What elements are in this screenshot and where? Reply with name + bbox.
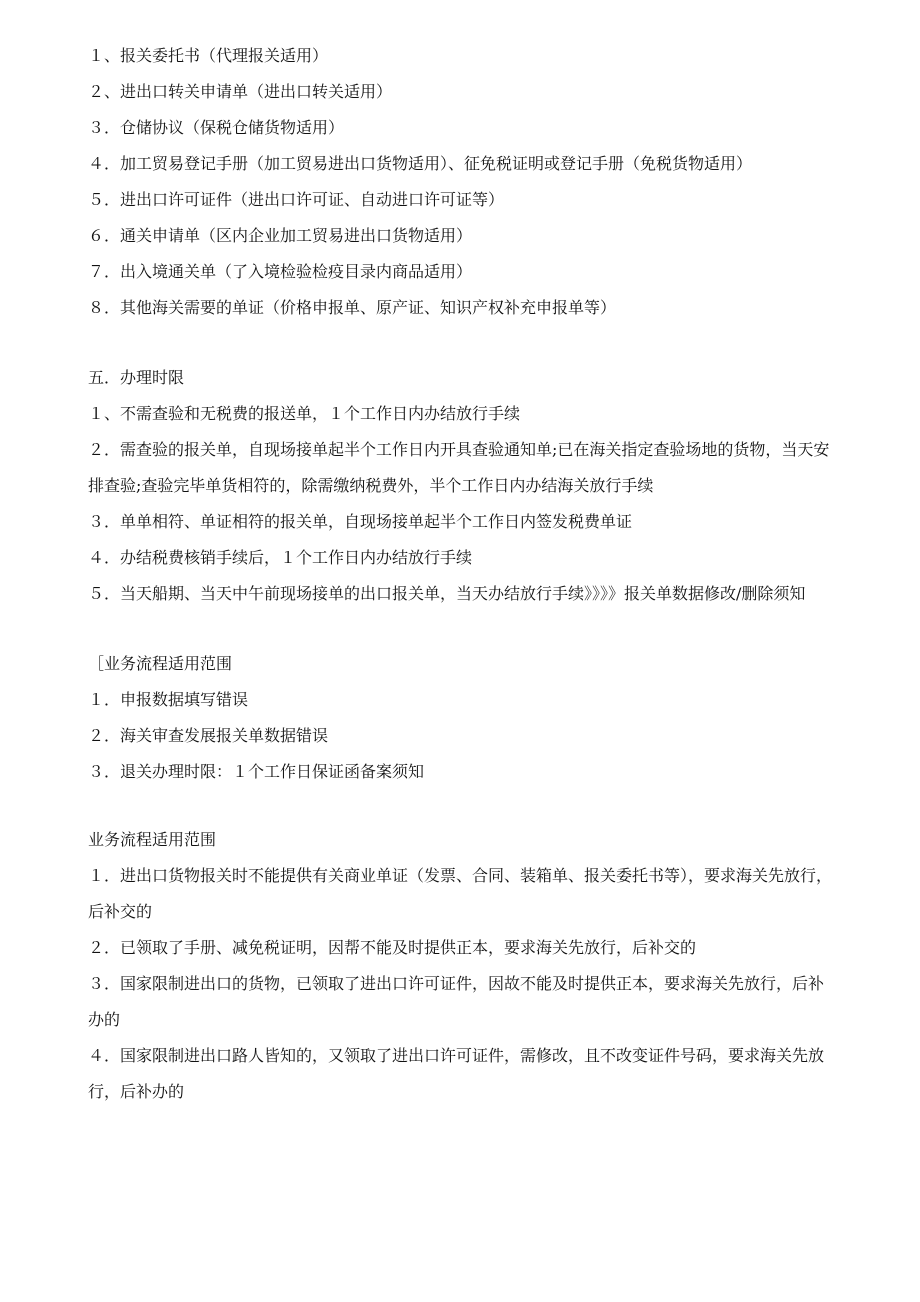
list-item: １．申报数据填写错误 (88, 690, 249, 709)
list-item: ２．需查验的报关单，自现场接单起半个工作日内开具查验通知单;已在海关指定查验场地的货物，当天安排查验;查验完毕单货相符的，除需缴纳税费外，半个工作日内办结海关放行手续 (88, 440, 830, 495)
list-item: ３．国家限制进出口的货物，已领取了进出口许可证件，因故不能及时提供正本，要求海关先放行，后补办的 (88, 974, 825, 1029)
list-item: ５．当天船期、当天中午前现场接单的出口报关单，当天办结放行手续》》》》报关单数据修改/删除须知 (88, 584, 806, 603)
document-page (88, 38, 836, 1110)
section-spacer (88, 326, 836, 360)
list-item: ２．海关审查发展报关单数据错误 (88, 726, 329, 745)
list-item: ３．仓储协议（保税仓储货物适用） (88, 118, 345, 137)
list-item: ４．加工贸易登记手册（加工贸易进出口货物适用）、征免税证明或登记手册（免税货物适用） (88, 154, 753, 173)
list-item: ４．国家限制进出口路人皆知的，又领取了进出口许可证件，需修改，且不改变证件号码，要求海关先放行，后补办的 (88, 1046, 825, 1101)
list-item: ３．单单相符、单证相符的报关单，自现场接单起半个工作日内签发税费单证 (88, 512, 633, 531)
list-item: １．进出口货物报关时不能提供有关商业单证（发票、合同、装箱单、报关委托书等），要求海关先放行，后补交的 (88, 866, 833, 921)
list-item: ７．出入境通关单（了入境检验检疫目录内商品适用） (88, 262, 473, 281)
list-item: ５．进出口许可证件（进出口许可证、自动进口许可证等） (88, 190, 505, 209)
guarantee-scope-section (88, 822, 836, 1110)
list-item: ２．已领取了手册、减免税证明，因帮不能及时提供正本，要求海关先放行，后补交的 (88, 938, 697, 957)
section-heading: 业务流程适用范围 (88, 830, 217, 849)
section-heading: ［业务流程适用范围 (88, 654, 233, 673)
time-limit-section (88, 360, 836, 612)
section-spacer (88, 790, 836, 822)
list-item: １、报关委托书（代理报关适用） (88, 46, 329, 65)
document-list-section (88, 38, 836, 326)
list-item: ６．通关申请单（区内企业加工贸易进出口货物适用） (88, 226, 473, 245)
list-item: １、不需查验和无税费的报送单，１个工作日内办结放行手续 (88, 404, 521, 423)
section-spacer (88, 612, 836, 646)
list-item: ４．办结税费核销手续后，１个工作日内办结放行手续 (88, 548, 473, 567)
list-item: ３．退关办理时限：１个工作日保证函备案须知 (88, 762, 425, 781)
list-item: ２、进出口转关申请单（进出口转关适用） (88, 82, 393, 101)
modification-scope-section (88, 646, 836, 790)
list-item: ８．其他海关需要的单证（价格申报单、原产证、知识产权补充申报单等） (88, 298, 617, 317)
section-heading: 五．办理时限 (88, 368, 185, 387)
